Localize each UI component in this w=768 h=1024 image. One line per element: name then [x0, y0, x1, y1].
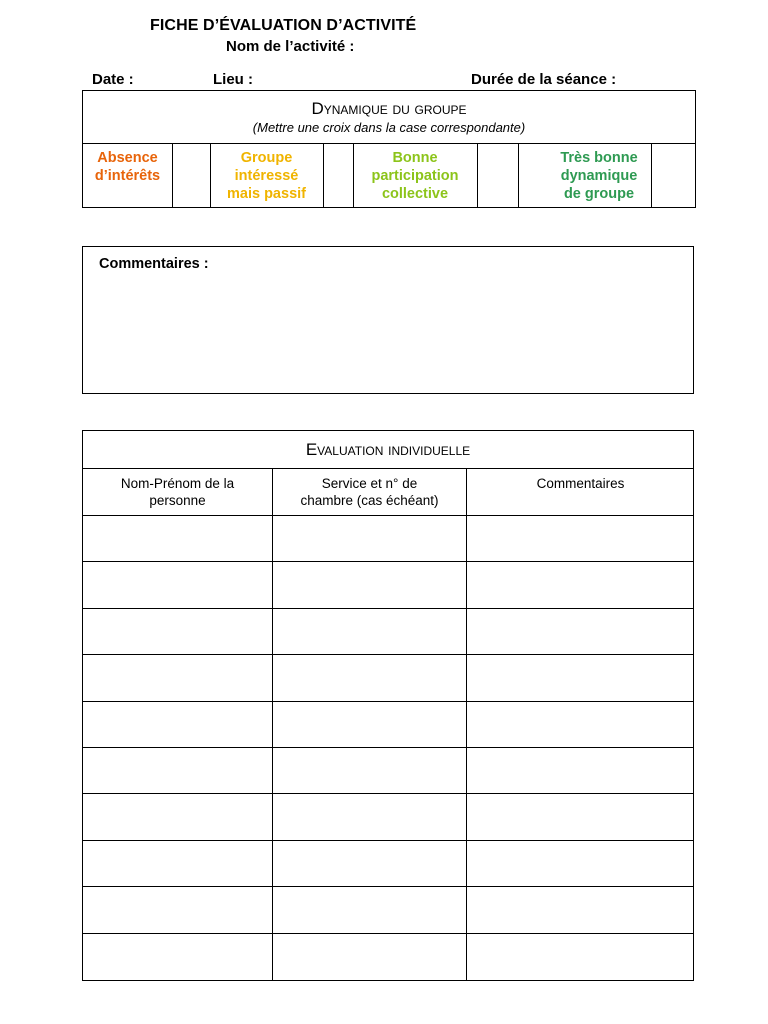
option-line: Très bonne: [560, 150, 638, 166]
option-line: collective: [381, 186, 449, 202]
row-separator: [83, 793, 693, 794]
cell-commentaires[interactable]: [467, 795, 694, 838]
checkbox-absence-interets[interactable]: [173, 145, 209, 207]
group-dynamics-table: [82, 90, 696, 208]
cell-nom-prenom[interactable]: [83, 610, 272, 653]
cell-nom-prenom[interactable]: [83, 656, 272, 699]
cell-nom-prenom[interactable]: [83, 935, 272, 978]
date-label: Date :: [92, 71, 134, 88]
row-separator: [83, 747, 693, 748]
row-separator: [83, 840, 693, 841]
option-tres-bonne-dynamique: [538, 149, 660, 203]
column-header-line: Service et n° de: [321, 476, 418, 491]
row-separator: [83, 701, 693, 702]
row-separator: [83, 608, 693, 609]
cell-nom-prenom[interactable]: [83, 842, 272, 885]
cell-service-chambre[interactable]: [273, 656, 466, 699]
column-header-line: personne: [149, 493, 206, 508]
comments-box[interactable]: [82, 246, 694, 394]
cell-nom-prenom[interactable]: [83, 888, 272, 931]
individual-evaluation-table: [82, 430, 694, 981]
column-header-line: Commentaires: [536, 476, 625, 491]
row-separator: [83, 654, 693, 655]
duration-label: Durée de la séance :: [471, 71, 617, 88]
cell-commentaires[interactable]: [467, 517, 694, 560]
cell-commentaires[interactable]: [467, 842, 694, 885]
option-line: Groupe: [240, 150, 293, 166]
cell-commentaires[interactable]: [467, 610, 694, 653]
cell-nom-prenom[interactable]: [83, 563, 272, 606]
cell-service-chambre[interactable]: [273, 795, 466, 838]
place-label: Lieu :: [213, 71, 253, 88]
individual-evaluation-title: Evaluation individuelle: [83, 431, 693, 469]
option-line: intéressé: [234, 168, 299, 184]
option-line: participation: [371, 168, 459, 184]
option-bonne-participation: [353, 149, 477, 203]
cell-commentaires[interactable]: [467, 563, 694, 606]
cell-service-chambre[interactable]: [273, 610, 466, 653]
row-separator: [83, 886, 693, 887]
column-header-line: Nom-Prénom de la: [120, 476, 235, 491]
activity-name-label: Nom de l’activité :: [226, 38, 355, 55]
group-dynamics-title: Dynamique du groupe: [311, 99, 467, 118]
cell-commentaires[interactable]: [467, 656, 694, 699]
cell-service-chambre[interactable]: [273, 888, 466, 931]
column-header-service-chambre: [273, 475, 466, 509]
cell-service-chambre[interactable]: [273, 935, 466, 978]
row-separator: [83, 515, 693, 516]
option-line: d’intérêts: [94, 168, 161, 184]
form-title: FICHE D’ÉVALUATION D’ACTIVITÉ: [150, 17, 417, 34]
cell-commentaires[interactable]: [467, 703, 694, 746]
group-dynamics-note: (Mettre une croix dans la case correspondante): [252, 120, 526, 135]
cell-service-chambre[interactable]: [273, 703, 466, 746]
column-header-nom-prenom: [83, 475, 272, 509]
cell-commentaires[interactable]: [467, 749, 694, 792]
option-line: Absence: [97, 150, 158, 166]
row-separator: [83, 933, 693, 934]
column-header-commentaires: [467, 475, 694, 492]
cell-commentaires[interactable]: [467, 935, 694, 978]
option-absence-interets: [83, 149, 172, 185]
cell-nom-prenom[interactable]: [83, 517, 272, 560]
cell-service-chambre[interactable]: [273, 842, 466, 885]
option-line: dynamique: [560, 168, 638, 184]
group-dynamics-header: [83, 91, 695, 144]
cell-nom-prenom[interactable]: [83, 795, 272, 838]
checkbox-tres-bonne-dynamique[interactable]: [652, 145, 694, 207]
row-separator: [83, 561, 693, 562]
checkbox-groupe-interesse-passif[interactable]: [324, 145, 352, 207]
option-line: Bonne: [392, 150, 438, 166]
cell-service-chambre[interactable]: [273, 517, 466, 560]
option-line: de groupe: [563, 186, 635, 202]
option-groupe-interesse-passif: [210, 149, 323, 203]
column-header-line: chambre (cas échéant): [300, 493, 439, 508]
cell-nom-prenom[interactable]: [83, 703, 272, 746]
cell-commentaires[interactable]: [467, 888, 694, 931]
comments-label: Commentaires :: [99, 256, 209, 272]
checkbox-bonne-participation[interactable]: [478, 145, 517, 207]
cell-service-chambre[interactable]: [273, 749, 466, 792]
cell-service-chambre[interactable]: [273, 563, 466, 606]
cell-nom-prenom[interactable]: [83, 749, 272, 792]
option-line: mais passif: [227, 186, 306, 202]
